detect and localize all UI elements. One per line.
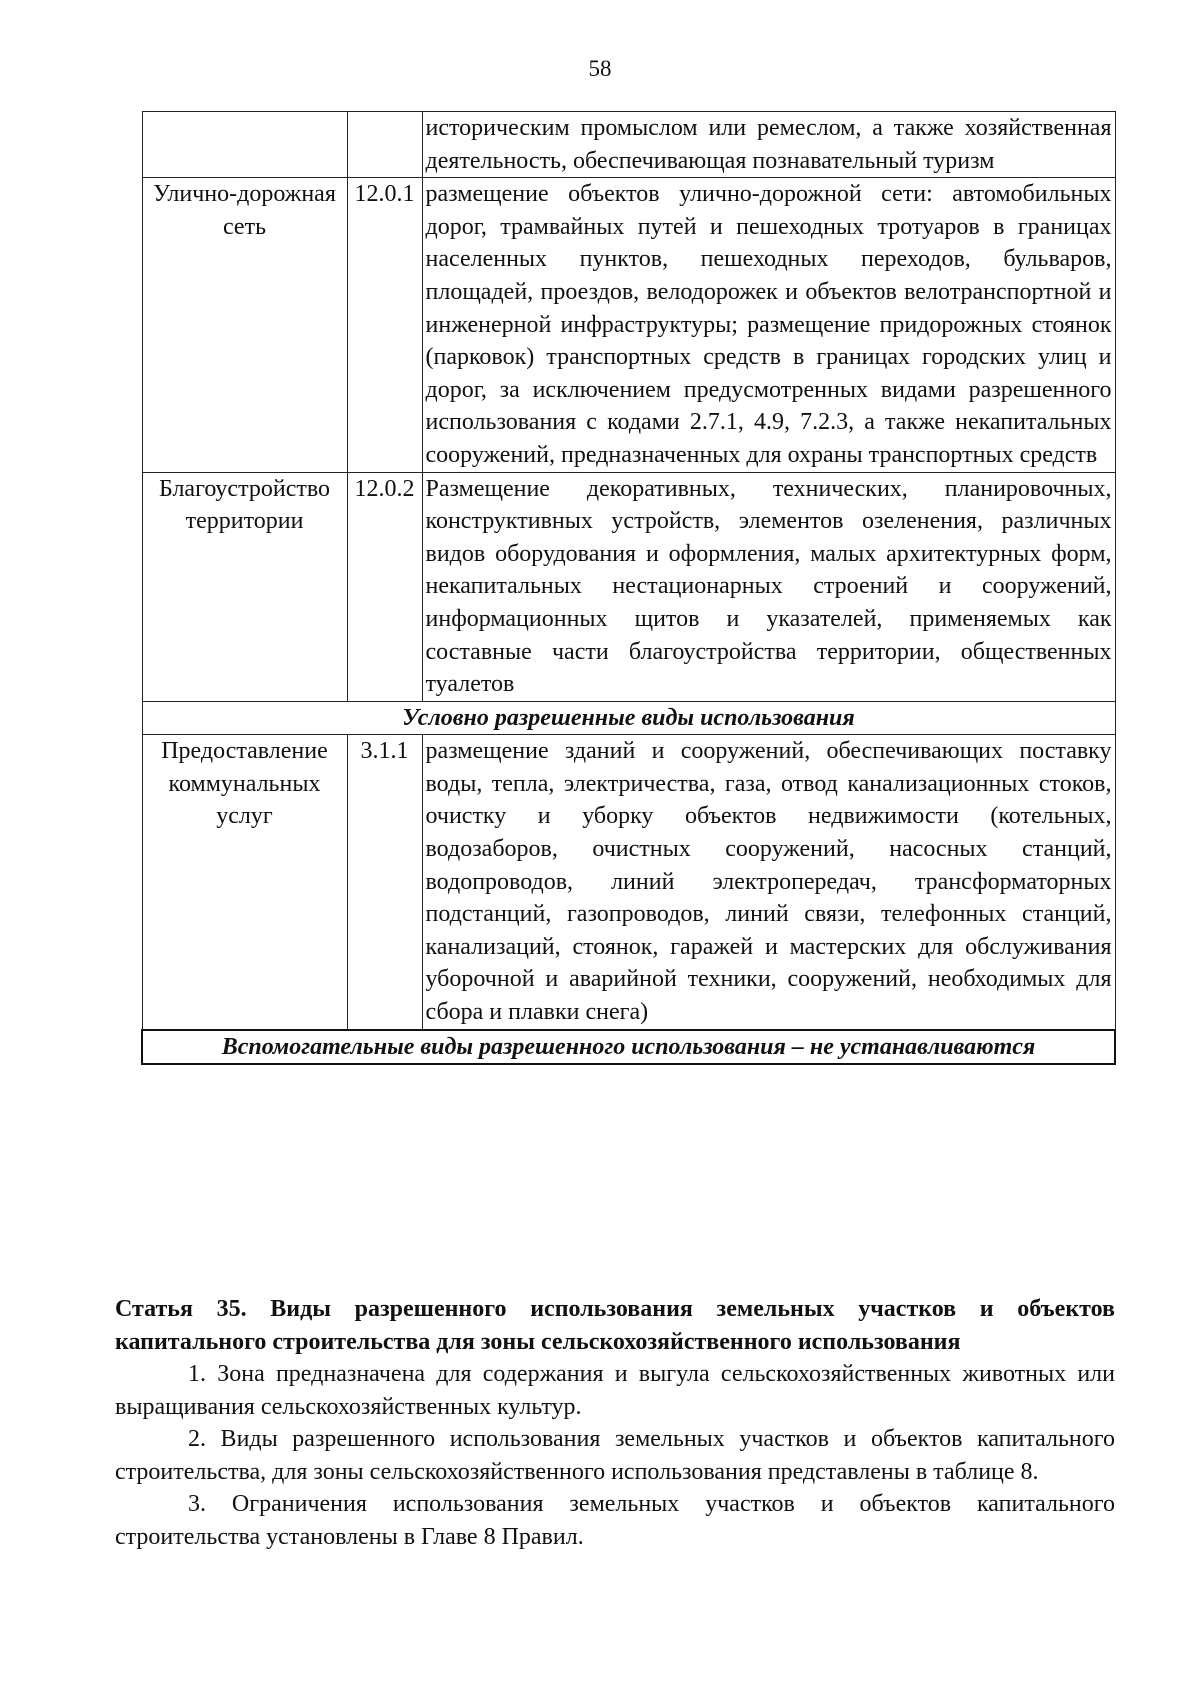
land-use-table (141, 111, 1116, 1065)
article-paragraph: 3. Ограничения использования земельных участков и объектов капитального строительства установлены в Главе 8 Правил. (115, 1491, 1115, 1550)
use-description-cell: историческим промыслом или ремеслом, а также хозяйственная деятельность, обеспечивающая познавательный туризм (422, 112, 1115, 178)
use-description-cell: размещение объектов улично-дорожной сети: автомобильных дорог, трамвайных путей и пешеходных тротуаров в границах населенных пунктов, пешеходных переходов, бульваров, площадей, проездов, велодорожек и объектов велотранспортной и инженерной инфраструктуры; размещение придорожных стоянок (парковок) транспортных средств в границах городских улиц и дорог, за исключением предусмотренных видами разрешенного использования с кодами 2.7.1, 4.9, 7.2.3, а также некапитальных сооружений, предназначенных для охраны транспортных средств (422, 178, 1115, 472)
article-title: Статья 35. Виды разрешенного использования земельных участков и объектов капитального строительства для зоны сельскохозяйственного использования (115, 1296, 1115, 1355)
section-footer-row (142, 1030, 1115, 1065)
use-name-cell: Благоустройство территории (142, 472, 347, 701)
section-header-row (142, 701, 1115, 735)
table-row (142, 472, 1115, 701)
use-code-cell: 12.0.2 (347, 472, 422, 701)
page-number: 58 (588, 56, 612, 81)
article-paragraph: 1. Зона предназначена для содержания и выгула сельскохозяйственных животных или выращивания сельскохозяйственных культур. (115, 1361, 1115, 1420)
table-row (142, 112, 1115, 178)
article-paragraph: 2. Виды разрешенного использования земельных участков и объектов капитального строительства, для зоны сельскохозяйственного использования представлены в таблице 8. (115, 1426, 1115, 1485)
article-block (115, 1293, 1115, 1553)
auxiliary-uses-note: Вспомогательные виды разрешенного использования – не устанавливаются (142, 1030, 1115, 1065)
table-row (142, 735, 1115, 1030)
use-description-cell: размещение зданий и сооружений, обеспечивающих поставку воды, тепла, электричества, газа, отвод канализационных стоков, очистку и уборку объектов недвижимости (котельных, водозаборов, очистных сооружений, насосных станций, водопроводов, линий электропередач, трансформаторных подстанций, газопроводов, линий связи, телефонных станций, канализаций, стоянок, гаражей и мастерских для обслуживания уборочной и аварийной техники, сооружений, необходимых для сбора и плавки снега) (422, 735, 1115, 1030)
conditional-uses-heading: Условно разрешенные виды использования (142, 701, 1115, 735)
use-name-cell (142, 112, 347, 178)
use-description-cell: Размещение декоративных, технических, планировочных, конструктивных устройств, элементов озеленения, различных видов оборудования и оформления, малых архитектурных форм, некапитальных нестационарных строений и сооружений, информационных щитов и указателей, применяемых как составные части благоустройства территории, общественных туалетов (422, 472, 1115, 701)
use-name-cell: Предоставление коммунальных услуг (142, 735, 347, 1030)
table-row (142, 178, 1115, 472)
use-code-cell (347, 112, 422, 178)
use-code-cell: 3.1.1 (347, 735, 422, 1030)
use-code-cell: 12.0.1 (347, 178, 422, 472)
use-name-cell: Улично-дорожная сеть (142, 178, 347, 472)
